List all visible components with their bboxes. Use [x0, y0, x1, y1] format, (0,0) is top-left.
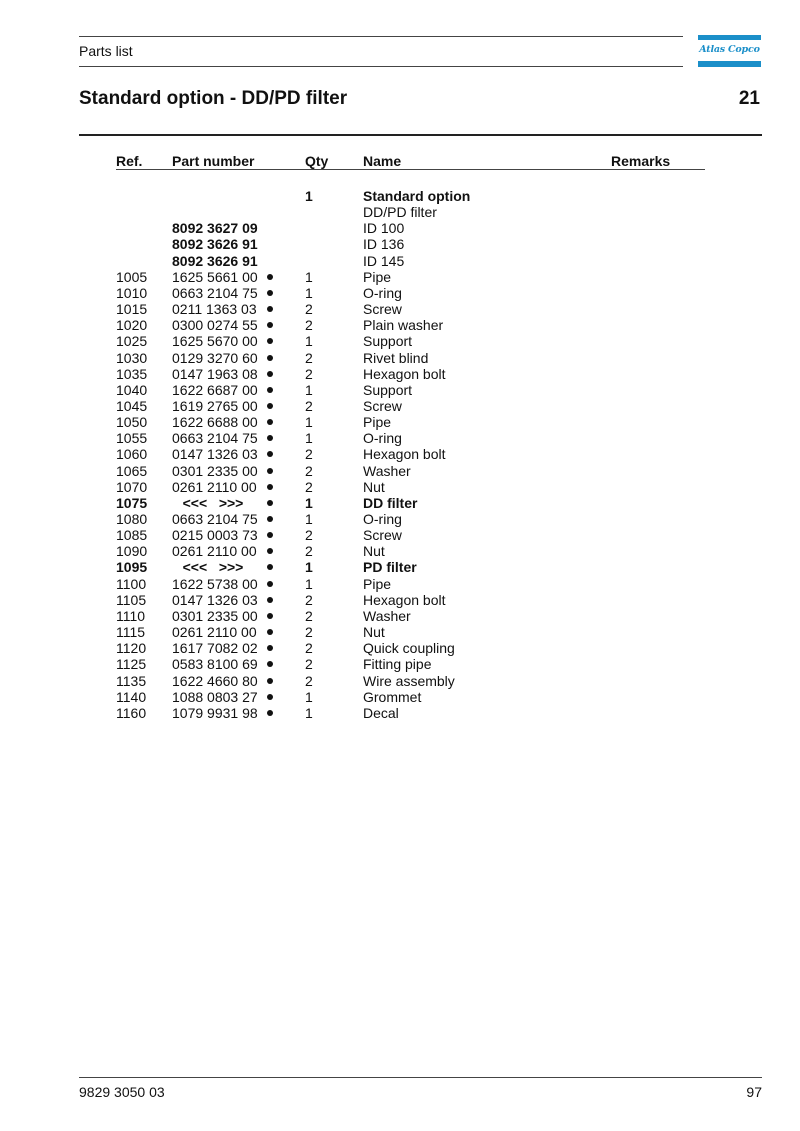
- row-name: Wire assembly: [363, 672, 455, 689]
- row-qty: 2: [305, 478, 313, 495]
- row-part-number: 1625 5670 00: [172, 333, 258, 350]
- table-header-rule: [116, 169, 705, 170]
- row-part-number: 1622 6687 00: [172, 381, 258, 398]
- row-qty: 1: [305, 688, 313, 705]
- row-part-number: 1625 5661 00: [172, 268, 258, 285]
- row-bullet-icon: [267, 548, 273, 554]
- footer-rule: [79, 1077, 762, 1078]
- row-bullet-icon: [267, 581, 273, 587]
- page-number: 97: [746, 1084, 762, 1100]
- row-name: Screw: [363, 397, 402, 414]
- row-bullet-icon: [267, 484, 273, 490]
- header-rule-bottom: [79, 66, 683, 67]
- row-qty: 2: [305, 527, 313, 544]
- row-part-number: 1622 6688 00: [172, 414, 258, 431]
- row-ref: 1065: [116, 462, 148, 479]
- row-ref: 1005: [116, 268, 148, 285]
- logo-text: Atlas Copco: [699, 44, 760, 55]
- row-name: DD/PD filter: [363, 204, 437, 221]
- row-qty: 2: [305, 462, 313, 479]
- row-qty: 1: [305, 268, 313, 285]
- row-name: DD filter: [363, 494, 418, 511]
- row-part-number: 0261 2110 00: [172, 624, 257, 641]
- row-name: Nut: [363, 543, 385, 560]
- row-bullet-icon: [267, 355, 273, 361]
- row-qty: 1: [305, 284, 313, 301]
- row-qty: 2: [305, 591, 313, 608]
- row-bullet-icon: [267, 274, 273, 280]
- row-bullet-icon: [267, 468, 273, 474]
- row-ref: 1055: [116, 430, 148, 447]
- row-name: Support: [363, 333, 413, 350]
- column-header-ref: Ref.: [116, 153, 143, 169]
- row-bullet-icon: [267, 710, 273, 716]
- row-name: Screw: [363, 301, 402, 318]
- column-header-qty: Qty: [305, 153, 329, 169]
- row-qty: 2: [305, 349, 313, 366]
- row-part-number: 8092 3627 09: [172, 220, 258, 237]
- row-bullet-icon: [267, 645, 273, 651]
- row-bullet-icon: [267, 629, 273, 635]
- atlas-copco-logo: [698, 35, 761, 67]
- row-name: Pipe: [363, 268, 392, 285]
- row-part-number: 1622 5738 00: [172, 575, 258, 592]
- row-bullet-icon: [267, 564, 273, 570]
- row-part-number: <<< >>>: [182, 494, 244, 511]
- row-bullet-icon: [267, 500, 273, 506]
- row-name: Pipe: [363, 575, 392, 592]
- row-part-number: 0301 2335 00: [172, 607, 258, 624]
- row-part-number: 8092 3626 91: [172, 252, 258, 269]
- row-qty: 2: [305, 543, 313, 560]
- row-name: O-ring: [363, 511, 402, 527]
- row-ref: 1070: [116, 478, 148, 495]
- row-qty: 1: [305, 381, 313, 398]
- row-qty: 2: [305, 301, 313, 318]
- row-ref: 1120: [116, 640, 147, 657]
- row-bullet-icon: [267, 306, 273, 312]
- row-bullet-icon: [267, 597, 273, 603]
- row-name: Hexagon bolt: [363, 591, 446, 608]
- row-name: O-ring: [363, 430, 402, 447]
- row-bullet-icon: [267, 678, 273, 684]
- row-name: Support: [363, 381, 413, 398]
- row-ref: 1045: [116, 397, 148, 414]
- row-qty: 2: [305, 656, 313, 673]
- row-ref: 1025: [116, 333, 148, 350]
- row-name: Rivet blind: [363, 349, 429, 366]
- row-ref: 1040: [116, 381, 148, 398]
- row-name: Washer: [363, 607, 411, 624]
- row-ref: 1010: [116, 284, 148, 301]
- column-header-name: Name: [363, 153, 402, 169]
- row-qty: 1: [305, 704, 313, 721]
- row-ref: 1080: [116, 511, 148, 527]
- row-ref: 1160: [116, 704, 147, 721]
- column-header-part-number: Part number: [172, 153, 255, 169]
- row-bullet-icon: [267, 322, 273, 328]
- row-part-number: 0147 1326 03: [172, 446, 258, 463]
- row-qty: 2: [305, 317, 313, 334]
- row-ref: 1020: [116, 317, 148, 334]
- row-qty: 1: [305, 333, 313, 350]
- row-ref: 1140: [116, 688, 147, 705]
- row-name: ID 136: [363, 236, 405, 253]
- row-bullet-icon: [267, 613, 273, 619]
- row-qty: 1: [305, 430, 313, 447]
- row-bullet-icon: [267, 419, 273, 425]
- row-name: ID 100: [363, 220, 405, 237]
- row-qty: 2: [305, 624, 313, 641]
- row-ref: 1030: [116, 349, 148, 366]
- row-bullet-icon: [267, 435, 273, 441]
- row-ref: 1100: [116, 575, 147, 592]
- row-qty: 2: [305, 397, 313, 414]
- row-bullet-icon: [267, 403, 273, 409]
- row-bullet-icon: [267, 532, 273, 538]
- document-number: 9829 3050 03: [79, 1084, 165, 1100]
- row-bullet-icon: [267, 290, 273, 296]
- column-header-remarks: Remarks: [611, 153, 671, 169]
- row-part-number: 1622 4660 80: [172, 672, 258, 689]
- row-name: ID 145: [363, 252, 405, 269]
- row-part-number: 1617 7082 02: [172, 640, 258, 657]
- row-name: Quick coupling: [363, 640, 455, 657]
- row-ref: 1085: [116, 527, 148, 544]
- row-part-number: 8092 3626 91: [172, 236, 258, 253]
- row-ref: 1105: [116, 591, 147, 608]
- row-ref: 1015: [116, 301, 148, 318]
- row-qty: 1: [305, 188, 313, 204]
- row-part-number: 0300 0274 55: [172, 317, 258, 334]
- row-qty: 2: [305, 672, 313, 689]
- row-part-number: 0663 2104 75: [172, 511, 258, 527]
- row-ref: 1075: [116, 494, 148, 511]
- row-part-number: <<< >>>: [182, 559, 244, 576]
- row-part-number: 1619 2765 00: [172, 397, 258, 414]
- row-ref: 1115: [116, 624, 146, 641]
- row-ref: 1060: [116, 446, 148, 463]
- page-title: Standard option - DD/PD filter: [79, 88, 348, 109]
- row-part-number: 1088 0803 27: [172, 688, 258, 705]
- row-name: Fitting pipe: [363, 656, 432, 673]
- row-qty: 2: [305, 640, 313, 657]
- row-ref: 1035: [116, 365, 148, 382]
- row-part-number: 0663 2104 75: [172, 430, 258, 447]
- row-name: Standard option: [363, 188, 471, 204]
- row-ref: 1050: [116, 414, 148, 431]
- row-name: Hexagon bolt: [363, 365, 446, 382]
- row-part-number: 1079 9931 98: [172, 704, 258, 721]
- row-qty: 1: [305, 414, 313, 431]
- row-ref: 1095: [116, 559, 148, 576]
- row-name: Screw: [363, 527, 402, 544]
- row-name: Grommet: [363, 688, 422, 705]
- row-name: Pipe: [363, 414, 392, 431]
- header-label: Parts list: [79, 43, 133, 59]
- row-part-number: 0261 2110 00: [172, 543, 257, 560]
- row-bullet-icon: [267, 694, 273, 700]
- section-number: 21: [738, 88, 760, 109]
- row-qty: 2: [305, 607, 313, 624]
- row-part-number: 0583 8100 69: [172, 656, 258, 673]
- row-qty: 2: [305, 365, 313, 382]
- row-part-number: 0129 3270 60: [172, 349, 258, 366]
- row-name: Nut: [363, 624, 385, 641]
- row-bullet-icon: [267, 387, 273, 393]
- row-part-number: 0147 1326 03: [172, 591, 258, 608]
- row-part-number: 0261 2110 00: [172, 478, 257, 495]
- row-qty: 1: [305, 511, 313, 527]
- row-name: Washer: [363, 462, 411, 479]
- row-name: O-ring: [363, 284, 402, 301]
- row-qty: 1: [305, 494, 313, 511]
- header-rule-top: [79, 36, 683, 37]
- row-bullet-icon: [267, 516, 273, 522]
- row-name: Plain washer: [363, 317, 444, 334]
- row-part-number: 0215 0003 73: [172, 527, 258, 544]
- row-bullet-icon: [267, 451, 273, 457]
- row-name: Decal: [363, 704, 399, 721]
- row-ref: 1090: [116, 543, 148, 560]
- row-name: Hexagon bolt: [363, 446, 446, 463]
- row-bullet-icon: [267, 338, 273, 344]
- row-qty: 2: [305, 446, 313, 463]
- row-part-number: 0147 1963 08: [172, 365, 258, 382]
- row-qty: 1: [305, 559, 313, 576]
- row-part-number: 0301 2335 00: [172, 462, 258, 479]
- row-ref: 1125: [116, 656, 147, 673]
- title-rule: [79, 134, 762, 136]
- row-ref: 1135: [116, 672, 147, 689]
- row-part-number: 0211 1363 03: [172, 301, 257, 318]
- row-ref: 1110: [116, 607, 146, 624]
- row-qty: 1: [305, 575, 313, 592]
- row-name: Nut: [363, 478, 385, 495]
- row-bullet-icon: [267, 661, 273, 667]
- row-name: PD filter: [363, 559, 417, 576]
- row-part-number: 0663 2104 75: [172, 284, 258, 301]
- row-bullet-icon: [267, 371, 273, 377]
